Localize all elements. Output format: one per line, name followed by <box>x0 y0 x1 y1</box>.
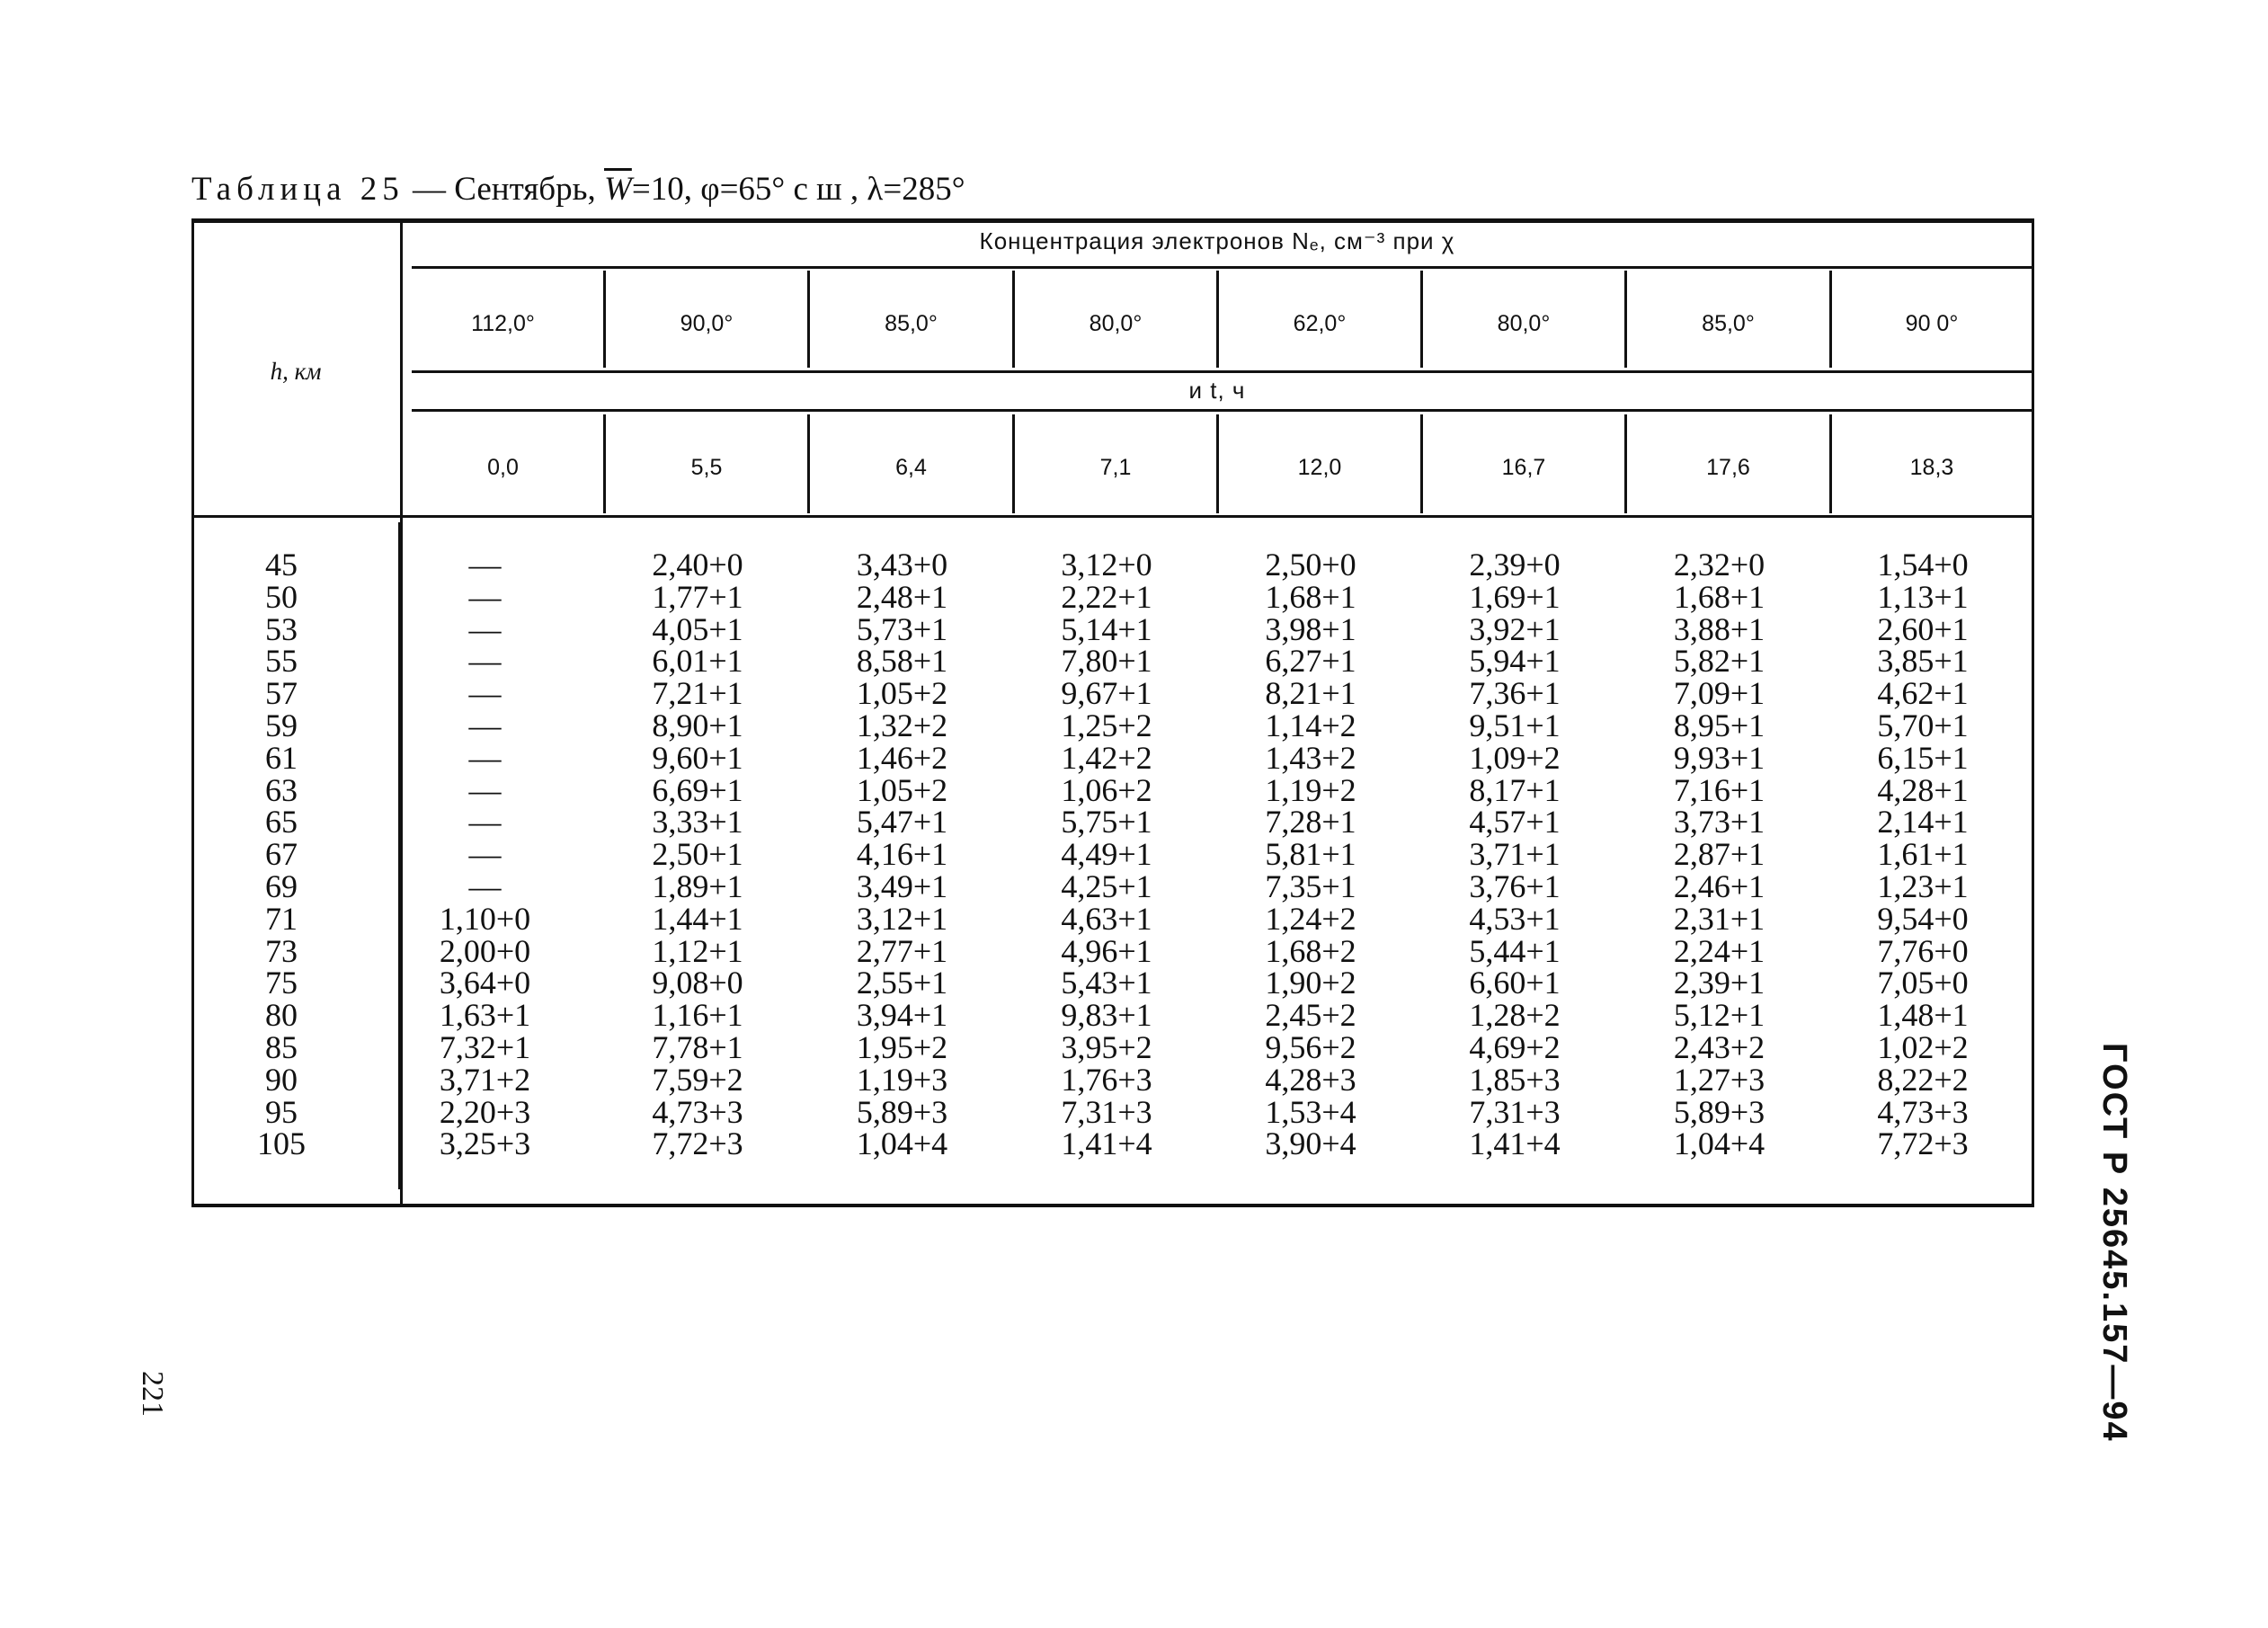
table-cell: 8,22+2 <box>1877 1061 1969 1098</box>
table-cell: 4,25+1 <box>1061 867 1152 904</box>
table-cell: 7,72+3 <box>1877 1125 1969 1162</box>
table-caption <box>191 167 1540 212</box>
table-cell: 1,19+3 <box>856 1061 948 1098</box>
table-cell: 1,85+3 <box>1469 1061 1561 1098</box>
table-cell: 2,31+1 <box>1673 900 1765 937</box>
table-cell: 3,49+1 <box>856 867 948 904</box>
table-number: Таблица 25 <box>191 171 405 208</box>
standard-designation: ГОСТ Р 25645.157—94 <box>2095 1043 2133 1443</box>
table-cell: 1,63+1 <box>439 997 531 1034</box>
table-cell: 1,14+2 <box>1265 707 1356 743</box>
caption-w-symbol: $\overline{W}$ <box>604 171 632 208</box>
table-cell: 3,71+1 <box>1469 836 1561 873</box>
table-cell: 1,68+1 <box>1673 578 1765 615</box>
table-cell: 3,64+0 <box>439 965 531 1001</box>
table-cell: 4,53+1 <box>1469 900 1561 937</box>
height-cell: 80 <box>265 997 298 1034</box>
data-column <box>1618 549 1820 1161</box>
t-value: 12,0 <box>1297 455 1342 480</box>
t-value: 5,5 <box>690 455 723 480</box>
table-cell: 4,28+1 <box>1877 771 1969 808</box>
data-column <box>801 549 1003 1161</box>
table-cell: 8,95+1 <box>1673 707 1765 743</box>
chi-value: 62,0° <box>1293 311 1347 336</box>
table-cell: 2,20+3 <box>439 1093 531 1130</box>
table-cell: 1,19+2 <box>1265 771 1356 808</box>
table-cell: 2,45+2 <box>1265 997 1356 1034</box>
t-value: 16,7 <box>1501 455 1546 480</box>
table-cell: 7,31+3 <box>1061 1093 1152 1130</box>
table-cell: 7,05+0 <box>1877 965 1969 1001</box>
height-cell: 50 <box>265 578 298 615</box>
table-cell: 3,88+1 <box>1673 610 1765 647</box>
table-cell: 3,12+1 <box>856 900 948 937</box>
table-cell: 1,28+2 <box>1469 997 1561 1034</box>
height-cell: 67 <box>265 836 298 873</box>
height-cell: 55 <box>265 643 298 680</box>
table-right-border <box>2032 218 2034 1207</box>
height-values-column <box>191 549 371 1161</box>
table-cell: 7,35+1 <box>1265 867 1356 904</box>
table-cell: 3,71+2 <box>439 1061 531 1098</box>
table-cell: 7,36+1 <box>1469 675 1561 712</box>
data-column <box>597 549 798 1161</box>
caption-month: — Сентябрь, <box>413 171 596 208</box>
table-cell: 1,46+2 <box>856 739 948 776</box>
height-cell: 75 <box>265 965 298 1001</box>
table-cell: 3,73+1 <box>1673 804 1765 841</box>
t-value: 6,4 <box>895 455 927 480</box>
height-cell: 90 <box>265 1061 298 1098</box>
table-cell: 3,85+1 <box>1877 643 1969 680</box>
table-cell: 1,05+2 <box>856 771 948 808</box>
table-cell: — <box>468 707 502 743</box>
table-cell: 2,43+2 <box>1673 1028 1765 1065</box>
table-cell: 1,53+4 <box>1265 1093 1356 1130</box>
height-cell: 69 <box>265 867 298 904</box>
header-rule-2 <box>412 370 2034 373</box>
height-cell: 95 <box>265 1093 298 1130</box>
table-cell: 4,62+1 <box>1877 675 1969 712</box>
table-cell: 9,56+2 <box>1265 1028 1356 1065</box>
data-column <box>1414 549 1615 1161</box>
table-cell: 6,15+1 <box>1877 739 1969 776</box>
table-cell: 3,76+1 <box>1469 867 1561 904</box>
table-cell: 4,49+1 <box>1061 836 1152 873</box>
table-cell: 7,59+2 <box>652 1061 743 1098</box>
page-number: 221 <box>136 1371 169 1417</box>
table-cell: 9,54+0 <box>1877 900 1969 937</box>
table-cell: 9,08+0 <box>652 965 743 1001</box>
table-cell: 7,09+1 <box>1673 675 1765 712</box>
table-cell: 5,14+1 <box>1061 610 1152 647</box>
chi-value: 85,0° <box>885 311 938 336</box>
caption-params: =10, φ=65° с ш , λ=285° <box>631 171 965 208</box>
table-cell: 7,72+3 <box>652 1125 743 1162</box>
table-cell: 9,60+1 <box>652 739 743 776</box>
data-column <box>385 549 585 1161</box>
data-column <box>1210 549 1411 1161</box>
table-cell: 7,32+1 <box>439 1028 531 1065</box>
table-cell: 4,28+3 <box>1265 1061 1356 1098</box>
table-cell: 1,27+3 <box>1673 1061 1765 1098</box>
table-cell: 6,60+1 <box>1469 965 1561 1001</box>
table-cell: — <box>468 547 502 583</box>
height-cell: 57 <box>265 675 298 712</box>
table-cell: 5,44+1 <box>1469 932 1561 969</box>
table-cell: 1,48+1 <box>1877 997 1969 1034</box>
table-cell: 1,43+2 <box>1265 739 1356 776</box>
table-cell: 7,78+1 <box>652 1028 743 1065</box>
table-cell: 8,17+1 <box>1469 771 1561 808</box>
table-cell: 1,04+4 <box>1673 1125 1765 1162</box>
table-cell: — <box>468 675 502 712</box>
table-cell: 5,43+1 <box>1061 965 1152 1001</box>
table-cell: 1,68+2 <box>1265 932 1356 969</box>
table-cell: 2,77+1 <box>856 932 948 969</box>
table-cell: 7,28+1 <box>1265 804 1356 841</box>
table-cell: 7,80+1 <box>1061 643 1152 680</box>
table-cell: 1,61+1 <box>1877 836 1969 873</box>
table-cell: 4,73+3 <box>1877 1093 1969 1130</box>
height-cell: 63 <box>265 771 298 808</box>
table-cell: 7,16+1 <box>1673 771 1765 808</box>
height-column-header: h, км <box>270 358 322 385</box>
table-cell: 5,47+1 <box>856 804 948 841</box>
table-cell: 2,40+0 <box>652 547 743 583</box>
table-cell: — <box>468 771 502 808</box>
table-cell: 4,05+1 <box>652 610 743 647</box>
table-cell: 2,32+0 <box>1673 547 1765 583</box>
table-cell: 1,95+2 <box>856 1028 948 1065</box>
table-cell: 9,67+1 <box>1061 675 1152 712</box>
t-value: 18,3 <box>1909 455 1954 480</box>
t-value: 17,6 <box>1706 455 1750 480</box>
table-cell: 5,73+1 <box>856 610 948 647</box>
table-cell: 3,94+1 <box>856 997 948 1034</box>
height-cell: 105 <box>257 1125 306 1162</box>
table-cell: 1,77+1 <box>652 578 743 615</box>
header-rule-3 <box>412 409 2034 412</box>
table-cell: 3,25+3 <box>439 1125 531 1162</box>
table-cell: 1,02+2 <box>1877 1028 1969 1065</box>
t-value: 0,0 <box>487 455 519 480</box>
header-rule-1 <box>412 266 2034 269</box>
table-cell: 3,12+0 <box>1061 547 1152 583</box>
table-cell: 2,00+0 <box>439 932 531 969</box>
table-cell: 8,21+1 <box>1265 675 1356 712</box>
height-cell: 53 <box>265 610 298 647</box>
table-cell: 1,41+4 <box>1061 1125 1152 1162</box>
chi-value: 85,0° <box>1702 311 1755 336</box>
table-cell: 2,87+1 <box>1673 836 1765 873</box>
table-cell: 1,76+3 <box>1061 1061 1152 1098</box>
table-cell: 1,12+1 <box>652 932 743 969</box>
data-column <box>1006 549 1207 1161</box>
height-cell: 73 <box>265 932 298 969</box>
table-cell: 2,22+1 <box>1061 578 1152 615</box>
chi-value: 90,0° <box>680 311 734 336</box>
table-cell: 3,43+0 <box>856 547 948 583</box>
table-cell: 1,68+1 <box>1265 578 1356 615</box>
table-cell: 5,94+1 <box>1469 643 1561 680</box>
table-cell: — <box>468 867 502 904</box>
chi-value: 90 0° <box>1905 311 1959 336</box>
table-cell: 2,14+1 <box>1877 804 1969 841</box>
table-cell: 7,76+0 <box>1877 932 1969 969</box>
table-cell: 1,90+2 <box>1265 965 1356 1001</box>
table-cell: 1,32+2 <box>856 707 948 743</box>
table-cell: 5,82+1 <box>1673 643 1765 680</box>
table-cell: 2,39+0 <box>1469 547 1561 583</box>
table-cell: 3,95+2 <box>1061 1028 1152 1065</box>
table-cell: 1,16+1 <box>652 997 743 1034</box>
table-cell: 3,33+1 <box>652 804 743 841</box>
table-cell: — <box>468 610 502 647</box>
ne-header: Концентрация электронов Nₑ, см⁻³ при χ <box>979 227 1455 254</box>
table-cell: 5,89+3 <box>856 1093 948 1130</box>
table-cell: 6,01+1 <box>652 643 743 680</box>
table-cell: 4,96+1 <box>1061 932 1152 969</box>
height-cell: 45 <box>265 547 298 583</box>
table-cell: — <box>468 739 502 776</box>
table-cell: 3,90+4 <box>1265 1125 1356 1162</box>
table-cell: 1,05+2 <box>856 675 948 712</box>
table-cell: 6,27+1 <box>1265 643 1356 680</box>
height-cell: 85 <box>265 1028 298 1065</box>
table-cell: 4,16+1 <box>856 836 948 873</box>
table-cell: 2,60+1 <box>1877 610 1969 647</box>
table-cell: 5,75+1 <box>1061 804 1152 841</box>
table-cell: 1,25+2 <box>1061 707 1152 743</box>
table-cell: 5,12+1 <box>1673 997 1765 1034</box>
table-cell: — <box>468 578 502 615</box>
table-cell: 4,73+3 <box>652 1093 743 1130</box>
table-cell: 8,58+1 <box>856 643 948 680</box>
table-cell: 1,09+2 <box>1469 739 1561 776</box>
height-cell: 65 <box>265 804 298 841</box>
table-cell: 6,69+1 <box>652 771 743 808</box>
table-cell: 5,89+3 <box>1673 1093 1765 1130</box>
table-cell: 1,06+2 <box>1061 771 1152 808</box>
table-cell: 1,23+1 <box>1877 867 1969 904</box>
t-header: и t, ч <box>1188 377 1246 404</box>
table-cell: 1,54+0 <box>1877 547 1969 583</box>
table-cell: 7,21+1 <box>652 675 743 712</box>
t-value: 7,1 <box>1099 455 1132 480</box>
table-cell: 2,55+1 <box>856 965 948 1001</box>
table-cell: 4,63+1 <box>1061 900 1152 937</box>
table-cell: 1,69+1 <box>1469 578 1561 615</box>
table-cell: 2,50+1 <box>652 836 743 873</box>
table-cell: — <box>468 836 502 873</box>
height-cell: 61 <box>265 739 298 776</box>
table-cell: 1,42+2 <box>1061 739 1152 776</box>
table-top-rule <box>191 218 2034 223</box>
table-cell: 1,04+4 <box>856 1125 948 1162</box>
table-bottom-rule <box>191 1204 2034 1207</box>
table-cell: 1,44+1 <box>652 900 743 937</box>
table-cell: 9,83+1 <box>1061 997 1152 1034</box>
table-cell: 2,24+1 <box>1673 932 1765 969</box>
chi-value: 80,0° <box>1089 311 1143 336</box>
table-cell: 9,93+1 <box>1673 739 1765 776</box>
table-cell: 4,69+2 <box>1469 1028 1561 1065</box>
header-bottom-rule <box>191 515 2034 518</box>
table-cell: 2,39+1 <box>1673 965 1765 1001</box>
chi-value: 112,0° <box>471 311 535 336</box>
table-cell: 3,98+1 <box>1265 610 1356 647</box>
table-cell: 3,92+1 <box>1469 610 1561 647</box>
table-cell: 5,70+1 <box>1877 707 1969 743</box>
table-cell: 5,81+1 <box>1265 836 1356 873</box>
table-cell: 1,13+1 <box>1877 578 1969 615</box>
table-cell: 2,48+1 <box>856 578 948 615</box>
chi-value: 80,0° <box>1497 311 1551 336</box>
table-cell: 7,31+3 <box>1469 1093 1561 1130</box>
table-cell: — <box>468 643 502 680</box>
table-cell: 2,50+0 <box>1265 547 1356 583</box>
height-cell: 59 <box>265 707 298 743</box>
table-cell: 1,41+4 <box>1469 1125 1561 1162</box>
data-table <box>191 218 2034 1207</box>
data-column <box>1823 549 2023 1161</box>
table-cell: 1,10+0 <box>439 900 531 937</box>
table-cell: — <box>468 804 502 841</box>
height-cell: 71 <box>265 900 298 937</box>
table-cell: 1,24+2 <box>1265 900 1356 937</box>
table-cell: 9,51+1 <box>1469 707 1561 743</box>
table-cell: 2,46+1 <box>1673 867 1765 904</box>
table-cell: 8,90+1 <box>652 707 743 743</box>
table-cell: 4,57+1 <box>1469 804 1561 841</box>
table-cell: 1,89+1 <box>652 867 743 904</box>
